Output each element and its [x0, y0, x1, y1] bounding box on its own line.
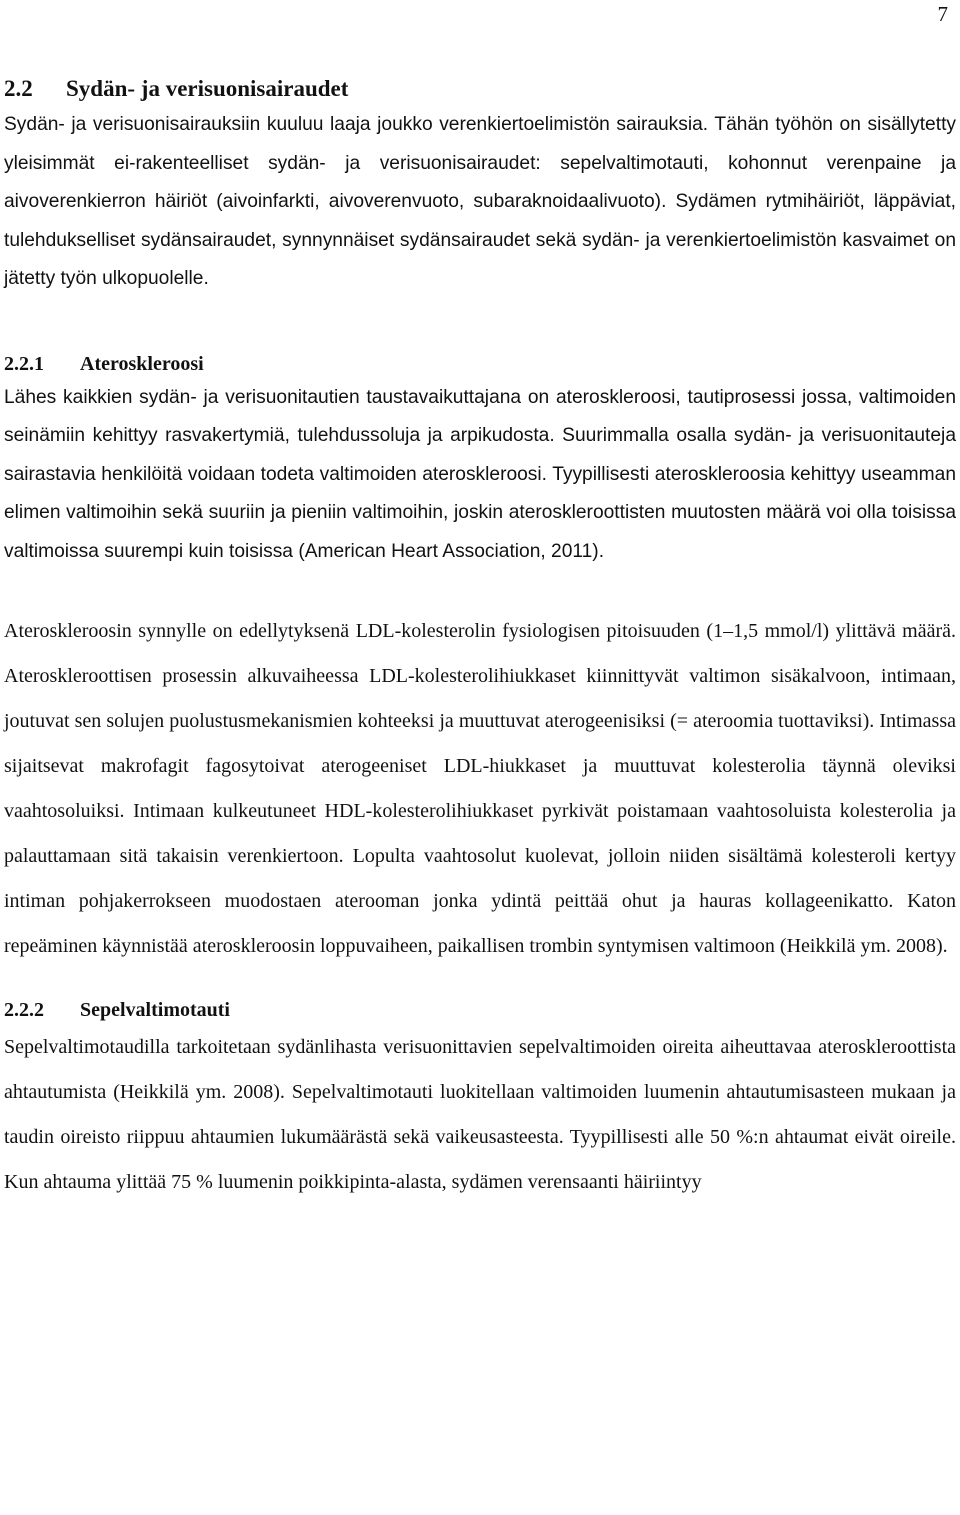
section-spacer: [4, 969, 956, 995]
paragraph-spacer: [4, 571, 956, 609]
paragraph-atherosclerosis-mechanism: Ateroskleroosin synnylle on edellytyksenä LDL-kolesterolin fysiologisen pitoisuuden (1–1,5 mmol/l) ylittävä määrä. Ateroskleroottisen prosessin alkuvaiheessa LDL-kolesterolihiukkaset kiinnittyvät valtimon sisäkalvoon, intimaan, joutuvat sen solujen puolustusmekanismien kohteeksi ja muuttuvat aterogeenisiksi (= ateroomia tuottaviksi). Intimassa sijaitsevat makrofagit fagosytoivat aterogeeniset LDL-hiukkaset ja muuttuvat kolesterolia täynnä oleviksi vaahtosoluiksi. Intimaan kulkeutuneet HDL-kolesterolihiukkaset pyrkivät poistamaan vaahtosoluista kolesterolia ja palauttamaan sitä takaisin verenkiertoon. Lopulta vaahtosolut kuolevat, jolloin niiden sisältämä kolesteroli kertyy intiman pohjakerrokseen muodostaen aterooman jonka ydintä peittää ohut ja hauras kollageenikatto. Katon repeäminen käynnistää ateroskleroosin loppuvaiheen, paikallisen trombin syntymisen valtimoon (Heikkilä ym. 2008).: [4, 620, 956, 957]
section-heading-2-2: [4, 72, 956, 106]
section-number: 2.2.1: [4, 352, 44, 375]
section-spacer: [4, 299, 956, 349]
document-body: [4, 72, 956, 1205]
section-heading-2-2-1: [4, 349, 956, 379]
paragraph-cardiovascular-intro: Sydän- ja verisuonisairauksiin kuuluu laaja joukko verenkiertoelimistön sairauksia. Tähän työhön on sisällytetty yleisimmät ei-rakenteelliset sydän- ja verisuonisairaudet: sepelvaltimotauti, kohonnut verenpaine ja aivoverenkierron häiriöt (aivoinfarkti, aivoverenvuoto, subaraknoidaalivuoto). Sydämen rytmihäiriöt, läppäviat, tulehdukselliset sydänsairaudet, synnynnäiset sydänsairaudet sekä sydän- ja verenkiertoelimistön kasvaimet on jätetty työn ulkopuolelle.: [4, 114, 956, 289]
section-number: 2.2: [4, 76, 33, 101]
paragraph-atherosclerosis-overview: Lähes kaikkien sydän- ja verisuonitautien taustavaikuttajana on ateroskleroosi, tautiprosessi jossa, valtimoiden seinämiin kehittyy rasvakertymiä, tulehdussoluja ja arpikudosta. Suurimmalla osalla sydän- ja verisuonitauteja sairastavia henkilöitä voidaan todeta valtimoiden ateroskleroosi. Tyypillisesti ateroskleroosia kehittyy useamman elimen valtimoihin sekä suuriin ja pieniin valtimoihin, joskin ateroskleroottisten muutosten määrä voi olla toisissa valtimoissa suurempi kuin toisissa (American Heart Association, 2011).: [4, 386, 956, 562]
section-title: Sydän- ja verisuonisairaudet: [66, 76, 349, 101]
section-title: Sepelvaltimotauti: [80, 999, 230, 1021]
page-number: 7: [937, 2, 948, 26]
section-number: 2.2.2: [4, 999, 44, 1021]
section-heading-2-2-2: [4, 995, 956, 1025]
paragraph-coronary-disease: Sepelvaltimotaudilla tarkoitetaan sydänlihasta verisuonittavien sepelvaltimoiden oireita aiheuttavaa ateroskleroottista ahtautumista (Heikkilä ym. 2008). Sepelvaltimotauti luokitellaan valtimoiden luumenin ahtautumisasteen mukaan ja taudin oireisto riippuu ahtaumien lukumäärästä sekä vaikeusasteesta. Tyypillisesti alle 50 %:n ahtaumat eivät oireile. Kun ahtauma ylittää 75 % luumenin poikkipinta-alasta, sydämen verensaanti häiriintyy: [4, 1036, 956, 1193]
section-title: Ateroskleroosi: [80, 352, 204, 375]
